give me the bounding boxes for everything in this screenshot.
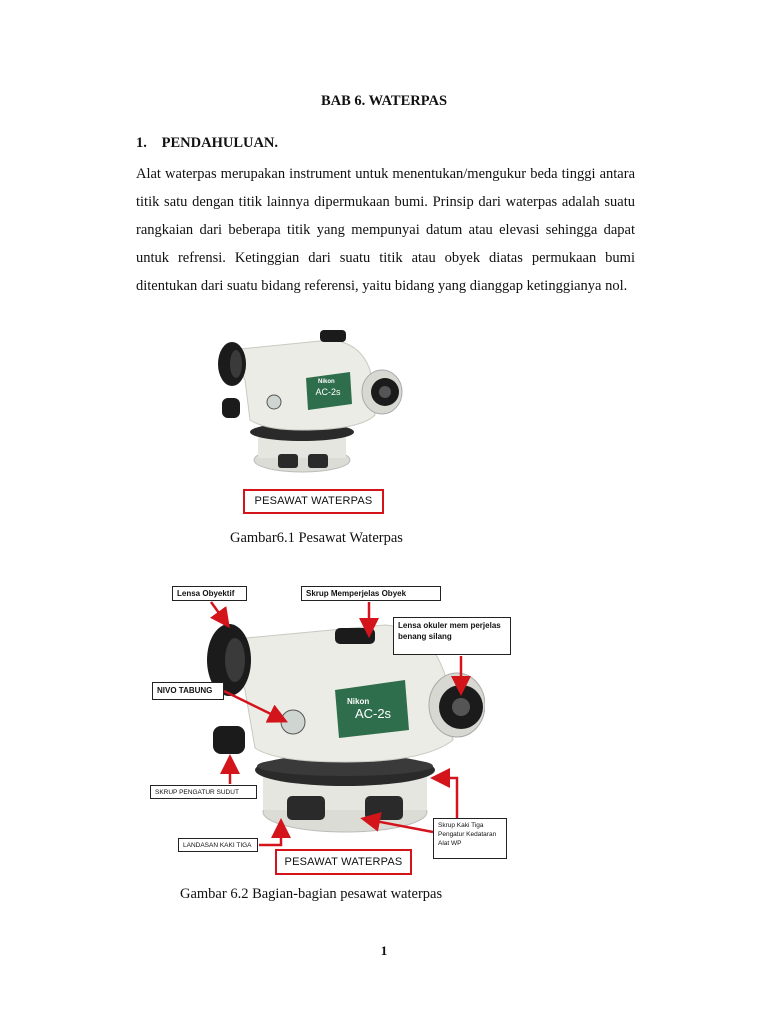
figure-2-caption: Gambar 6.2 Bagian-bagian pesawat waterpas	[180, 886, 443, 902]
section-number: 1.	[136, 135, 147, 151]
arrow-lensa-obyektif	[211, 602, 224, 620]
chapter-title: BAB 6. WATERPAS	[320, 93, 448, 109]
callout-skrup-memperjelas: Skrup Memperjelas Obyek	[301, 586, 441, 601]
callout-nivo-tabung: NIVO TABUNG	[152, 682, 224, 700]
device-model-label-2: AC-2s	[354, 706, 392, 721]
page-number: 1	[380, 943, 388, 958]
arrow-landasan-kaki-tiga	[259, 828, 281, 845]
figure-1-caption: Gambar6.1 Pesawat Waterpas	[230, 530, 403, 546]
callout-landasan-kaki-tiga: LANDASAN KAKI TIGA	[178, 838, 258, 852]
arrow-skrup-kaki-tiga-2	[370, 820, 433, 832]
callout-skrup-pengatur-sudut: SKRUP PENGATUR SUDUT	[150, 785, 257, 799]
device-brand-label-2: Nikon	[347, 697, 370, 706]
section-title: PENDAHULUAN.	[161, 135, 279, 151]
intro-paragraph: Alat waterpas merupakan instrument untuk menentukan/mengukur beda tinggi antara titik satu dengan titik lainnya dipermukaan bumi. Prinsip dari waterpas adalah suatu rangkaian dari beberapa titik yang mempunyai datum atau elevasi sehingga dapat untuk refrensi. Ketinggian dari suatu titik atau obyek diatas permukaan bumi ditentukan dari suatu bidang referensi, yaitu bidang yang dianggap ketinggianya nol.	[136, 166, 635, 294]
device-brand-label: Nikon	[318, 379, 335, 385]
pesawat-waterpas-box-1: PESAWAT WATERPAS	[243, 489, 384, 514]
arrow-nivo-tabung	[224, 691, 279, 718]
arrow-skrup-kaki-tiga	[440, 778, 457, 818]
device-model-label: AC-2s	[315, 387, 341, 397]
callout-lensa-obyektif: Lensa Obyektif	[172, 586, 247, 601]
pesawat-waterpas-box-2: PESAWAT WATERPAS	[275, 849, 412, 875]
callout-lensa-okuler: Lensa okuler mem perjelas benang silang	[393, 617, 511, 655]
callout-skrup-kaki-tiga: Skrup Kaki Tiga Pengatur Kedataran Alat WP	[433, 818, 507, 859]
